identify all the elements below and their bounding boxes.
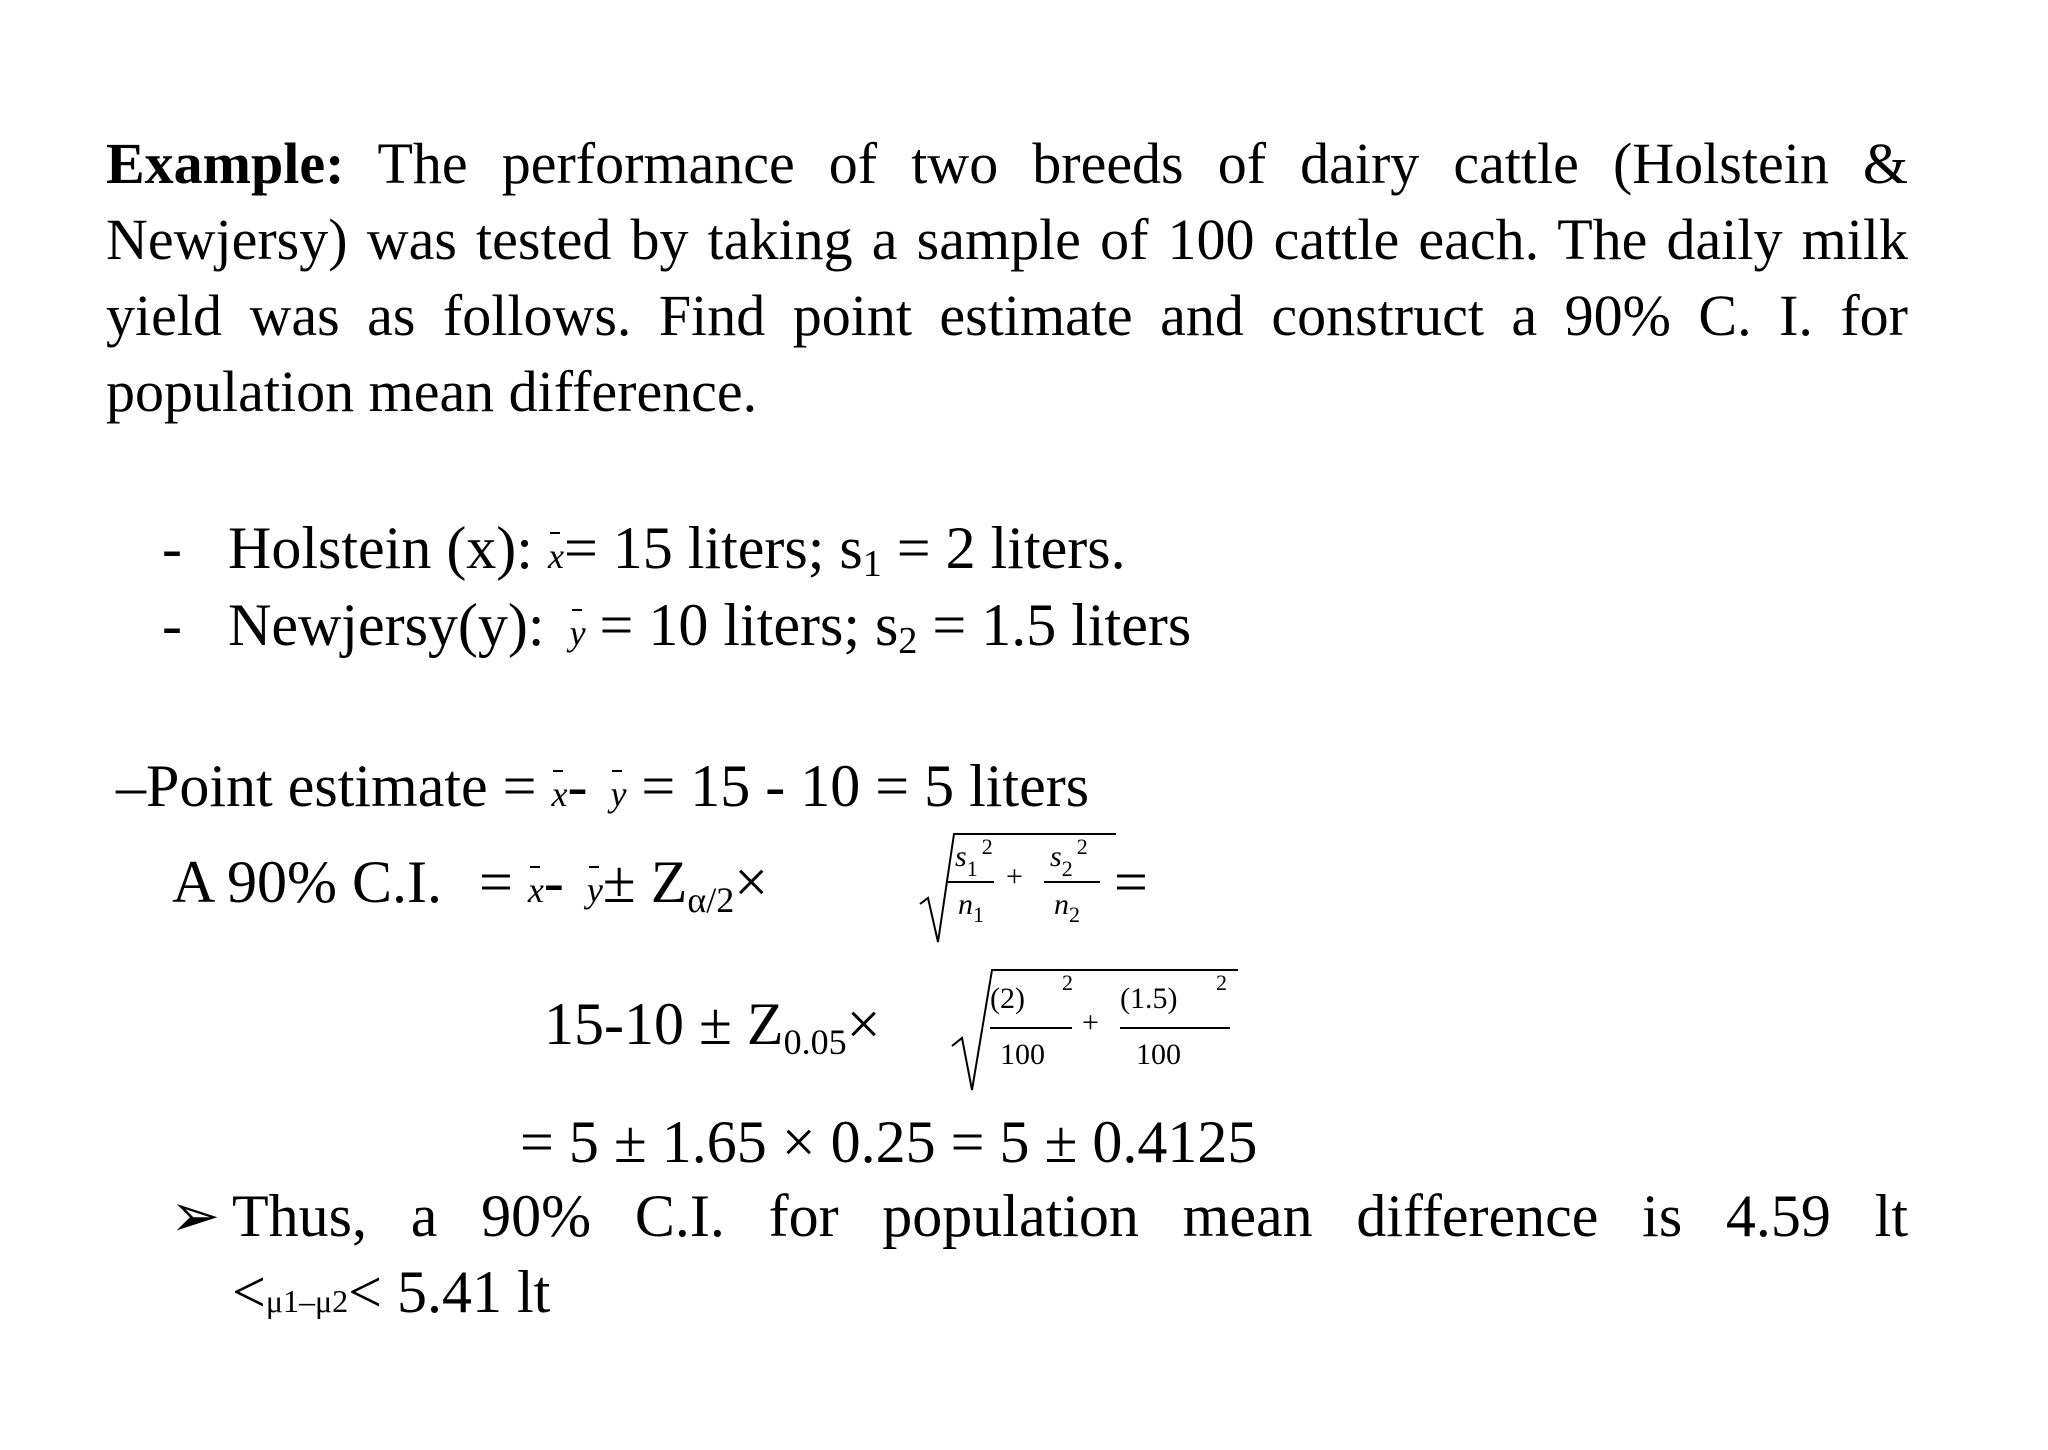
y-bar-symbol: y [587, 872, 603, 908]
x-bar-symbol: x [548, 538, 564, 574]
example-paragraph [106, 126, 1908, 430]
mu-dash: – [299, 1283, 315, 1319]
conclusion-upper-bound: < 5.41 lt [348, 1259, 551, 1325]
times-sign: × [734, 849, 769, 915]
n2: n2 [1054, 888, 1080, 927]
superscript-2: 2 [1216, 970, 1227, 995]
numerator-1-5: (1.5) [1120, 982, 1178, 1015]
trail-equals: = [1114, 849, 1148, 915]
point-estimate-label: Point estimate = [146, 753, 537, 819]
mu1: μ1 [265, 1283, 299, 1319]
example-label: Example: [106, 131, 345, 196]
minus-sign: - [543, 849, 564, 915]
conclusion-line-2 [232, 1259, 551, 1325]
pm-z: ± Z [602, 849, 688, 915]
x-bar-symbol: x [528, 872, 544, 908]
bullet-newjersy [228, 592, 1192, 662]
y-bar-symbol: y [610, 776, 626, 812]
ci-equals: = [479, 849, 513, 915]
newjersy-mean: = 10 liters; s [599, 592, 899, 658]
ci-formula-line [172, 849, 769, 920]
point-estimate-line [116, 753, 1090, 819]
holstein-mean: = 15 liters; s [563, 515, 863, 581]
less-than: < [232, 1259, 266, 1325]
plus-sign: + [1006, 860, 1023, 893]
bullet-holstein [228, 515, 1126, 585]
plus-sign: + [1082, 1006, 1099, 1039]
fraction-bar-4 [1120, 1027, 1230, 1029]
s2-squared: s22 [1050, 834, 1088, 881]
substitution-prefix: 15-10 ± Z [544, 991, 784, 1057]
fraction-bar-3 [990, 1027, 1072, 1029]
numerator-2: (2) [990, 982, 1025, 1015]
holstein-sd: = 2 liters. [881, 515, 1126, 581]
newjersy-sd: = 1.5 liters [917, 592, 1192, 658]
point-estimate-result: = 15 - 10 = 5 liters [641, 753, 1090, 819]
ci-result: = 5 ± 1.65 × 0.25 = 5 ± 0.4125 [520, 1109, 1258, 1175]
denominator-100: 100 [1000, 1038, 1045, 1071]
mu2: μ2 [315, 1283, 349, 1319]
fraction-bar-2 [1044, 881, 1100, 883]
holstein-label: Holstein (x): [228, 515, 533, 581]
superscript-2: 2 [1062, 970, 1073, 995]
arrow-bullet-icon: ➢ [170, 1183, 221, 1249]
newjersy-label: Newjersy(y): [228, 592, 545, 658]
z-005-subscript: 0.05 [783, 1022, 847, 1062]
z-alpha-subscript: α/2 [687, 880, 735, 920]
fraction-bar-1 [948, 881, 994, 883]
times-sign: × [846, 991, 881, 1057]
minus-sign: - [567, 753, 588, 819]
bullet-holstein-dash: - [162, 515, 182, 581]
ci-substitution-line [544, 991, 881, 1062]
s1-squared: s12 [955, 834, 993, 881]
newjersy-sd-subscript: 2 [898, 620, 918, 662]
denominator-100: 100 [1136, 1038, 1181, 1071]
n1: n1 [958, 888, 984, 927]
holstein-sd-subscript: 1 [862, 543, 882, 585]
example-text: The performance of two breeds of dairy cattle (Holstein & Newjersy) was tested by taking a sample of 100 cattle each. The daily milk yield was as follows. Find point estimate and construct a 90% C. I. for population mean difference. [106, 131, 1909, 424]
point-estimate-dash: – [116, 753, 146, 819]
x-bar-symbol: x [551, 776, 567, 812]
ci-label: A 90% C.I. [172, 849, 442, 915]
y-bar-symbol: y [570, 615, 586, 651]
bullet-newjersy-dash: - [162, 592, 182, 658]
conclusion-line-1: Thus, a 90% C.I. for population mean difference is 4.59 lt [232, 1183, 1908, 1249]
